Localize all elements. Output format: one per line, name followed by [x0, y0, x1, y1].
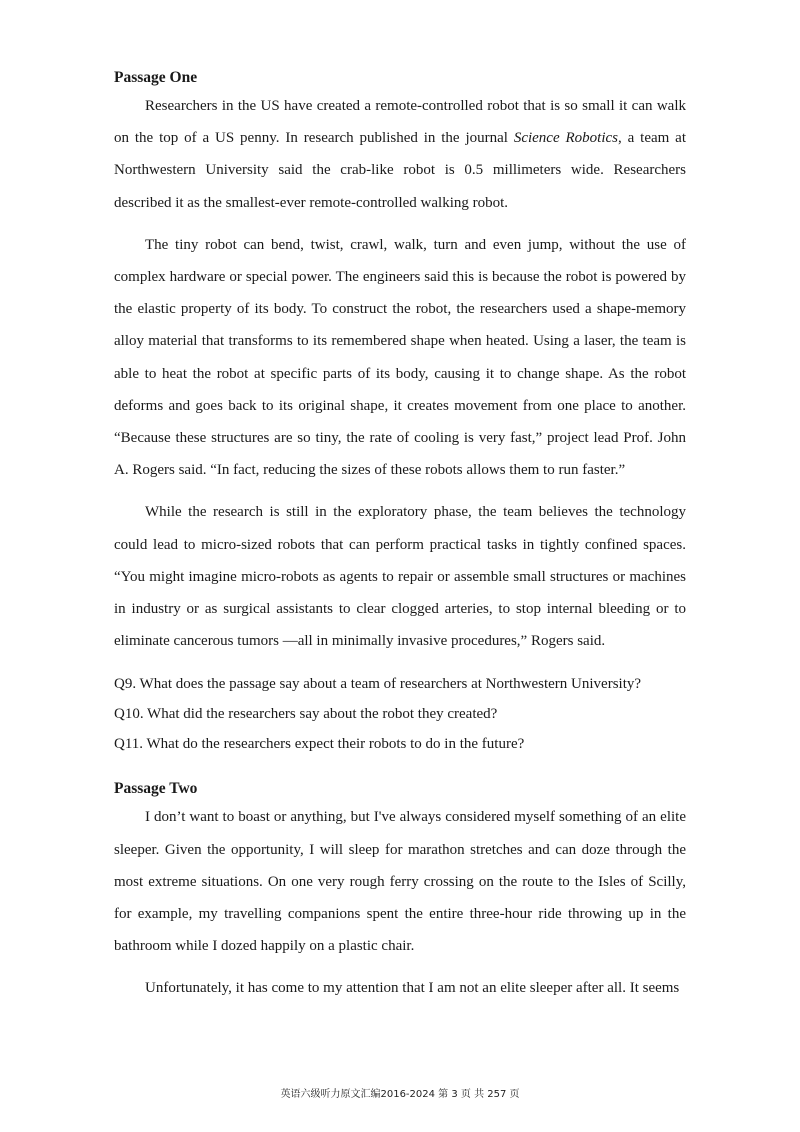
- passage-two-paragraph-2: Unfortunately, it has come to my attention that I am not an elite sleeper after all. It seems: [145, 980, 680, 997]
- question-11: Q11. What do the researchers expect their robots to do in the future?: [114, 736, 525, 753]
- p1-text-b: , a team at Northwestern University said the crab-like robot is 0.5 millimeters wide. Researchers described it as the smallest-ever remote-controlled walking robot.: [114, 130, 686, 211]
- question-9: Q9. What does the passage say about a team of researchers at Northwestern University?: [114, 676, 642, 693]
- document-page: [114, 66, 686, 1005]
- question-10: Q10. What did the researchers say about the robot they created?: [114, 706, 498, 723]
- page-footer: 英语六级听力原文汇编2016-2024 第 3 页 共 257 页: [280, 1089, 520, 1100]
- passage-two-paragraph-1: I don’t want to boast or anything, but I've always considered myself something of an elite sleeper. Given the opportunity, I will sleep for marathon stretches and can doze through the most extreme situations. On one very rough ferry crossing on the route to the Isles of Scilly, for example, my travelling companions spent the entire three-hour ride throwing up in the bathroom while I dozed happily on a plastic chair.: [114, 809, 686, 955]
- journal-name: Science Robotics: [513, 130, 618, 147]
- passage-one-paragraph-3: While the research is still in the exploratory phase, the team believes the technology could lead to micro-sized robots that can perform practical tasks in tightly confined spaces. “You might imagine micro-robots as agents to repair or assemble small structures or machines in industry or as surgical assistants to clear clogged arteries, to stop internal bleeding or to eliminate cancerous tumors —all in minimally invasive procedures,” Rogers said.: [114, 504, 686, 650]
- passage-one-paragraph-1: [114, 90, 686, 219]
- p1-text-a: Researchers in the US have created a remote-controlled robot that is so small it can walk on the top of a US penny. In research published in the journal: [114, 98, 686, 147]
- passage-two-heading: Passage Two: [114, 780, 198, 798]
- passage-one-paragraph-2: The tiny robot can bend, twist, crawl, walk, turn and even jump, without the use of complex hardware or special power. The engineers said this is because the robot is powered by the elastic property of its body. To construct the robot, the researchers used a shape-memory alloy material that transforms to its remembered shape when heated. Using a laser, the team is able to heat the robot at specific parts of its body, causing it to change shape. As the robot deforms and goes back to its original shape, it creates movement from one place to another. “Because these structures are so tiny, the rate of cooling is very fast,” project lead Prof. John A. Rogers said. “In fact, reducing the sizes of these robots allows them to run faster.”: [114, 236, 686, 479]
- passage-one-heading: Passage One: [114, 69, 198, 86]
